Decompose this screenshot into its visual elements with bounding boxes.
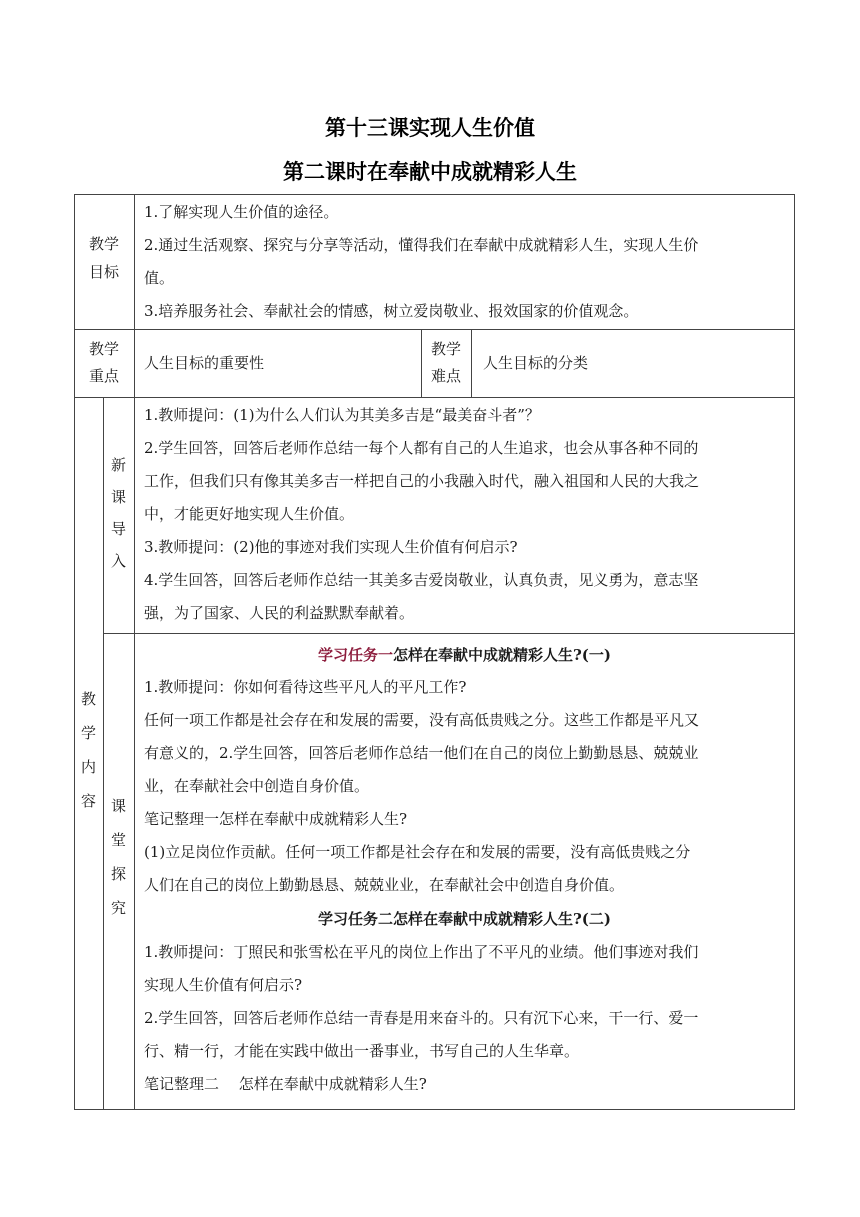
goals-text [144,196,698,328]
intro-label: 新 课 导 入 [110,456,126,570]
explore-line: 笔记整理二 怎样在奉献中成就精彩人生? [144,1075,427,1093]
table-border-left [74,194,75,1110]
difficult-point-label: 教学 难点 [430,340,461,385]
col-divider-label [134,194,135,398]
intro-line: 4.学生回答，回答后老师作总结一其美多吉爱岗敬业，认真负责，见义勇为，意志坚 [144,571,699,589]
table-border-bottom [74,1109,795,1110]
task1-tag: 学习任务一 [317,646,393,664]
explore-text [135,639,794,1101]
intro-line: 2.学生回答，回答后老师作总结一每个人都有自己的人生追求，也会从事各种不同的 [144,439,699,457]
difficult-point-text: 人生目标的分类 [483,354,589,372]
task1-heading [135,639,794,671]
row-divider-goals [74,329,795,330]
page-subtitle: 第二课时在奉献中成就精彩人生 [283,160,577,184]
explore-label: 课 堂 探 究 [110,797,126,917]
key-point-text: 人生目标的重要性 [144,354,265,372]
intro-line: 强，为了国家、人民的利益默默奉献着。 [144,604,415,622]
goals-label: 教学 目标 [88,235,119,281]
key-point-label: 教学 重点 [88,340,119,385]
content-label: 教 学 内 容 [80,690,96,810]
explore-line: (1)立足岗位作贡献。任何一项工作都是社会存在和发展的需要，没有高低贵贱之分 [144,843,691,861]
explore-line: 1.教师提问：丁照民和张雪松在平凡的岗位上作出了不平凡的业绩。他们事迹对我们 [144,943,699,961]
row-divider-intro [103,633,795,634]
table-border-top [74,194,795,195]
goal-line: 3.培养服务社会、奉献社会的情感，树立爱岗敬业、报效国家的价值观念。 [144,302,639,320]
intro-line: 工作，但我们只有像其美多吉一样把自己的小我融入时代，融入祖国和人民的大我之 [144,472,700,490]
explore-line: 实现人生价值有何启示? [144,976,303,994]
intro-line: 3.教师提问：(2)他的事迹对我们实现人生价值有何启示? [144,538,518,556]
row-divider-keypoints [74,397,795,398]
intro-line: 中，才能更好地实现人生价值。 [144,505,355,523]
explore-line: 有意义的，2.学生回答，回答后老师作总结一他们在自己的岗位上勤勤恳恳、兢兢业 [144,744,699,762]
col-divider-diff-right [471,329,472,398]
task1-title: 怎样在奉献中成就精彩人生?(一) [393,646,611,664]
explore-line: 2.学生回答，回答后老师作总结一青春是用来奋斗的。只有沉下心来，干一行、爱一 [144,1009,699,1027]
intro-line: 1.教师提问：(1)为什么人们认为其美多吉是“最美奋斗者”？ [144,406,540,424]
goal-line: 1.了解实现人生价值的途径。 [144,203,339,221]
explore-line: 任何一项工作都是社会存在和发展的需要，没有高低贵贱之分。这些工作都是平凡又 [144,711,700,729]
explore-line: 人们在自己的岗位上勤勤恳恳、兢兢业业，在奉献社会中创造自身价值。 [144,876,625,894]
intro-text [144,399,699,630]
goal-line: 2.通过生活观察、探究与分享等活动，懂得我们在奉献中成就精彩人生，实现人生价 [144,236,699,254]
page-title: 第十三课实现人生价值 [325,116,535,140]
explore-line: 行、精一行，才能在实践中做出一番事业，书写自己的人生华章。 [144,1042,580,1060]
goal-line: 值。 [144,269,175,287]
lesson-table [74,194,795,1110]
table-border-right [794,194,795,1110]
explore-line: 1.教师提问：你如何看待这些平凡人的平凡工作? [144,678,467,696]
explore-line: 笔记整理一怎样在奉献中成就精彩人生? [144,810,408,828]
explore-line: 业，在奉献社会中创造自身价值。 [144,777,370,795]
task2-heading: 学习任务二怎样在奉献中成就精彩人生?(二) [318,910,611,928]
